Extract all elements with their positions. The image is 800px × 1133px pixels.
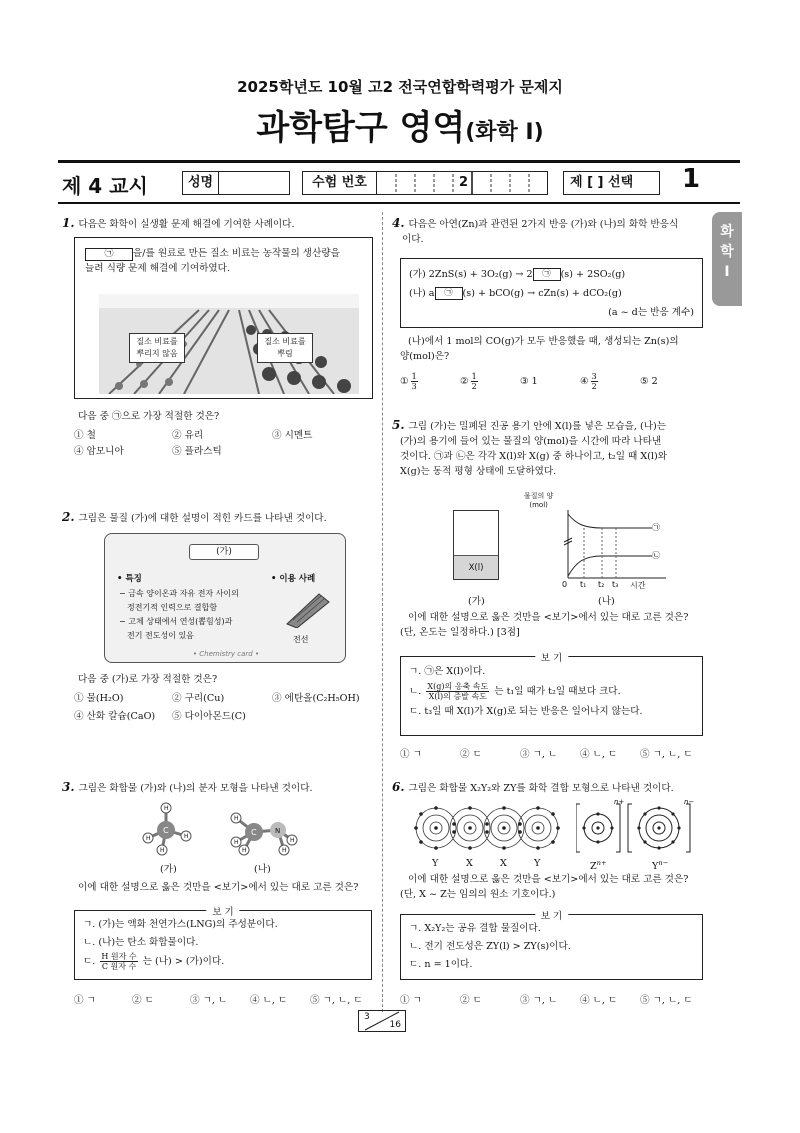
q2-card-footer: • Chemistry card • — [192, 650, 260, 658]
page-current: 3 — [364, 1012, 370, 1022]
q4-eq-b-1: (나) a — [409, 288, 435, 299]
exam-number-box — [302, 171, 548, 195]
q5-container-label: X(l) — [468, 563, 484, 573]
q6-option-5[interactable]: ⑤ ㄱ, ㄴ, ㄷ — [640, 995, 693, 1006]
q4-eq-b — [409, 284, 694, 303]
q3-number: 3. — [62, 780, 75, 794]
title-main: 과학탐구 영역 — [256, 108, 466, 148]
q5-bogi-2-prefix: ㄴ. — [409, 686, 422, 697]
q6-ionic-model — [576, 800, 696, 856]
q3-frac-den: C 원자 수 — [101, 962, 137, 971]
q5-option-4[interactable]: ④ ㄴ, ㄷ — [580, 749, 618, 760]
q5-bogi-2-fraction — [426, 682, 489, 701]
q3-methane-model — [140, 800, 210, 860]
q3-option-2[interactable]: ② ㄷ — [132, 995, 154, 1006]
exam-number-field[interactable] — [377, 172, 547, 194]
q4-frac1-num: 1 — [411, 372, 417, 381]
q4-eq-a — [409, 265, 694, 284]
svg-text:H: H — [242, 847, 247, 854]
q4-option-2[interactable] — [460, 372, 480, 391]
q6-option-3[interactable]: ③ ㄱ, ㄴ — [520, 995, 558, 1006]
q6-covalent-model — [412, 802, 562, 854]
svg-text:H: H — [282, 847, 287, 854]
q4-frac1-den: 3 — [411, 382, 417, 391]
exam-subtitle: 2025학년도 10월 고2 전국연합학력평가 문제지 — [237, 78, 563, 96]
q3-option-1[interactable]: ① ㄱ — [74, 995, 96, 1006]
q5-graph-ylabel — [524, 492, 553, 510]
q4-option-2-label: ② — [460, 376, 469, 387]
q4-eq-a-1: (가) 2ZnS(s) + 3O₂(g) → 2 — [409, 269, 533, 280]
q6-ion-z: Z — [590, 861, 597, 873]
q5-frac-den: X(l)의 증발 속도 — [428, 692, 487, 701]
q4-eq-a-blank: ㉠ — [533, 268, 561, 281]
q1-stem-text: 다음은 화학이 실생활 문제 해결에 기여한 사례이다. — [78, 219, 295, 230]
page-big-number: 1 — [682, 164, 701, 194]
q6-bogi-1: ㄱ. X₂Y₂는 공유 결합 물질이다. — [409, 923, 541, 934]
q3-option-5[interactable]: ⑤ ㄱ, ㄴ, ㄷ — [310, 995, 363, 1006]
q4-option-4[interactable] — [580, 372, 600, 391]
q5-option-2[interactable]: ② ㄷ — [460, 749, 482, 760]
q4-eq-b-blank: ㉠ — [435, 287, 463, 300]
q1-sign-left — [129, 333, 185, 363]
q5-t3: t₃ — [612, 580, 619, 589]
q5-t2: t₂ — [598, 580, 605, 589]
q6-ion-y-charge: n− — [658, 859, 669, 867]
q6-ion-z-charge: n+ — [596, 859, 607, 867]
q6-option-1[interactable]: ① ㄱ — [400, 995, 422, 1006]
q3-label-b: (나) — [254, 864, 271, 875]
q4-number: 4. — [392, 216, 405, 230]
q5-curve-b: ㉡ — [652, 551, 660, 560]
q2-option-2[interactable]: ② 구리(Cu) — [172, 693, 225, 704]
q5-stem — [392, 418, 707, 479]
q1-option-1[interactable]: ① 철 — [74, 430, 96, 441]
q5-question-2: (단, 온도는 일정하다.) [3점] — [400, 627, 520, 638]
q5-container — [453, 510, 499, 580]
q1-option-5[interactable]: ⑤ 플라스틱 — [172, 446, 222, 457]
q5-stem-1: 그림 (가)는 밀폐된 진공 용기 안에 X(l)를 넣은 모습을, (나)는 — [408, 421, 667, 432]
q1-question: 다음 중 ㉠으로 가장 적절한 것은? — [78, 411, 220, 422]
column-divider — [382, 212, 383, 1012]
svg-text:N: N — [275, 827, 281, 835]
q2-card — [104, 533, 346, 663]
q4-option-4-label: ④ — [580, 376, 589, 387]
exam-number-label: 수험 번호 — [303, 172, 377, 194]
q1-box-text — [85, 246, 370, 276]
side-tab-line3: Ⅰ — [724, 264, 730, 280]
q5-bogi-1: ㄱ. ㉠은 X(l)이다. — [409, 666, 486, 677]
q6-atom-x2: X — [500, 858, 507, 869]
q5-option-1[interactable]: ① ㄱ — [400, 749, 422, 760]
q3-methylamine-model — [222, 808, 302, 868]
q2-option-1[interactable]: ① 물(H₂O) — [74, 693, 124, 704]
q5-stem-4: X(g)는 동적 평형 상태에 도달하였다. — [400, 466, 557, 477]
q5-option-3[interactable]: ③ ㄱ, ㄴ — [520, 749, 558, 760]
q2-feature-1a: − 금속 양이온과 자유 전자 사이의 — [119, 589, 239, 598]
q3-stem-text: 그림은 화합물 (가)와 (나)의 분자 모형을 나타낸 것이다. — [78, 783, 313, 794]
q4-frac2-den: 2 — [471, 382, 477, 391]
q3-bogi-box — [74, 907, 372, 980]
q1-number: 1. — [62, 216, 75, 230]
q1-sign-right-2: 뿌림 — [277, 349, 293, 358]
q2-feature-2a: − 고체 상태에서 연성(뽑힘성)과 — [119, 617, 233, 626]
svg-text:H: H — [290, 837, 295, 844]
q4-stem — [392, 216, 707, 247]
svg-text:H: H — [234, 815, 239, 822]
q6-bogi-box — [400, 911, 703, 980]
q5-option-5[interactable]: ⑤ ㄱ, ㄴ, ㄷ — [640, 749, 693, 760]
q4-question-2: 양(mol)은? — [400, 351, 450, 362]
q5-label-b: (나) — [598, 596, 615, 607]
q6-atom-x1: X — [466, 858, 473, 869]
q5-question — [400, 610, 710, 640]
exam-title — [0, 100, 800, 149]
header-rule-top — [58, 160, 740, 163]
q2-use-head: • 이용 사례 — [271, 574, 316, 584]
q5-graph-ylabel-2: (mol) — [529, 501, 548, 509]
q5-bogi-title: 보 기 — [535, 650, 568, 664]
period-label: 제 4 교시 — [62, 174, 148, 198]
q1-figure-box — [74, 237, 373, 399]
q4-frac4-den: 2 — [591, 382, 597, 391]
q3-bogi-3-fraction — [100, 952, 137, 971]
page-total: 16 — [389, 1020, 401, 1030]
q6-ion-y: Y — [652, 861, 659, 873]
q5-origin: 0 — [562, 580, 568, 589]
q1-blank: ㉠ — [85, 248, 133, 261]
q5-stem-3: 것이다. ㉠과 ㉡은 각각 X(l)와 X(g) 중 하나이고, t₂일 때 X(l)와 — [400, 451, 667, 462]
q4-eq-note: (a ~ d는 반응 계수) — [608, 307, 694, 318]
q6-ion-y-charge-top: n− — [684, 798, 695, 806]
side-tab — [712, 212, 742, 306]
svg-text:C: C — [163, 826, 169, 835]
q2-use-caption: 전선 — [293, 635, 309, 644]
q4-eq-b-2: (s) + bCO(g) → cZn(s) + dCO₂(g) — [462, 288, 622, 299]
q2-stem-text: 그림은 물질 (가)에 대한 설명이 적힌 카드를 나타낸 것이다. — [78, 513, 327, 524]
q5-t1: t₁ — [580, 580, 587, 589]
q5-question-1: 이에 대한 설명으로 옳은 것만을 <보기>에서 있는 대로 고른 것은? — [408, 612, 689, 623]
q3-bogi-3-suffix: 는 (나) > (가)이다. — [142, 956, 225, 967]
q2-option-4[interactable]: ④ 산화 칼슘(CaO) — [74, 711, 156, 722]
title-suffix: (화학 Ⅰ) — [465, 120, 544, 145]
q3-label-a: (가) — [160, 864, 177, 875]
svg-text:H: H — [234, 839, 239, 846]
q6-option-2[interactable]: ② ㄷ — [460, 995, 482, 1006]
svg-text:H: H — [164, 805, 169, 812]
q2-feature-1b: 정전기적 인력으로 결합함 — [127, 603, 218, 612]
q6-atom-y1: Y — [432, 858, 439, 869]
q5-label-a: (가) — [468, 596, 485, 607]
svg-text:H: H — [184, 833, 189, 840]
header-rule-bottom — [58, 202, 740, 204]
page-footer — [358, 1010, 406, 1032]
q6-bogi-title: 보 기 — [535, 908, 568, 922]
q5-frac-num: X(g)의 응축 속도 — [427, 682, 489, 691]
q4-eq-a-2: (s) + 2SO₂(g) — [560, 269, 626, 280]
q1-option-2[interactable]: ② 유리 — [172, 430, 204, 441]
q4-stem-1: 다음은 아연(Zn)과 관련된 2가지 반응 (가)와 (나)의 화학 반응식 — [408, 219, 679, 230]
q5-graph-ylabel-1: 물질의 양 — [524, 492, 554, 500]
side-tab-line2: 학 — [720, 244, 734, 260]
q5-bogi-2-suffix: 는 t₁일 때가 t₂일 때보다 크다. — [494, 686, 621, 697]
q3-bogi-2: ㄴ. (나)는 탄소 화합물이다. — [83, 937, 199, 948]
q5-bogi-2 — [409, 681, 694, 703]
q6-stem — [392, 780, 707, 796]
q1-sign-left-2: 뿌리지 않음 — [136, 349, 178, 358]
q4-option-5[interactable]: ⑤ 2 — [640, 376, 658, 387]
name-field[interactable] — [219, 172, 289, 194]
choice-box: 제 [ ] 선택 — [563, 171, 660, 195]
side-tab-line1: 화 — [720, 224, 734, 240]
q2-stem — [62, 510, 372, 526]
q2-feature-head: • 특징 — [117, 574, 142, 584]
q3-bogi-3 — [83, 952, 363, 971]
q6-stem-text: 그림은 화합물 X₂Y₂와 ZY를 화학 결합 모형으로 나타낸 것이다. — [408, 783, 674, 794]
q6-question-2: (단, X ~ Z는 임의의 원소 기호이다.) — [400, 889, 556, 900]
exam-number-digit: 2 — [459, 175, 469, 190]
q3-bogi-3-prefix: ㄷ. — [83, 956, 96, 967]
q5-xlabel: 시간 — [630, 581, 646, 590]
svg-text:C: C — [251, 828, 257, 837]
svg-text:H: H — [160, 847, 165, 854]
q5-bogi-3: ㄷ. t₃일 때 X(l)가 X(g)로 되는 반응은 일어나지 않는다. — [409, 706, 643, 717]
q1-sign-right-1: 질소 비료를 — [264, 337, 306, 346]
q1-sign-left-1: 질소 비료를 — [136, 337, 178, 346]
q5-stem-2: (가)의 용기에 들어 있는 물질의 양(mol)을 시간에 따라 나타낸 — [400, 436, 662, 447]
q2-question: 다음 중 (가)로 가장 적절한 것은? — [78, 674, 218, 685]
q6-bogi-3: ㄷ. n = 1이다. — [409, 959, 473, 970]
q3-option-3[interactable]: ③ ㄱ, ㄴ — [190, 995, 228, 1006]
q2-number: 2. — [62, 510, 75, 524]
q1-option-4[interactable]: ④ 암모니아 — [74, 446, 124, 457]
q5-bogi-box — [400, 653, 703, 736]
q4-option-3[interactable]: ③ 1 — [520, 376, 538, 387]
q3-frac-num: H 원자 수 — [101, 952, 137, 961]
q4-option-1-label: ① — [400, 376, 409, 387]
q3-bogi-1: ㄱ. (가)는 액화 천연가스(LNG)의 주성분이다. — [83, 919, 278, 930]
q1-box-text-1: 을/를 원료로 만든 질소 비료는 농작물의 생산량을 — [133, 248, 340, 259]
svg-text:H: H — [146, 835, 151, 842]
q3-bogi-title: 보 기 — [206, 904, 239, 918]
wire-icon — [283, 588, 333, 628]
q6-atom-y2: Y — [534, 858, 541, 869]
q1-option-3[interactable]: ③ 시멘트 — [272, 430, 313, 441]
q3-question: 이에 대한 설명으로 옳은 것만을 <보기>에서 있는 대로 고른 것은? — [78, 882, 359, 893]
q6-ion-z-charge-top: n+ — [614, 798, 625, 806]
q2-card-title: (가) — [189, 544, 259, 560]
q2-option-3[interactable]: ③ 에탄올(C₂H₅OH) — [272, 693, 360, 704]
q4-equation-box — [400, 258, 703, 328]
q4-question-1: (나)에서 1 mol의 CO(g)가 모두 반응했을 때, 생성되는 Zn(s)의 — [408, 336, 679, 347]
name-label: 성명 — [183, 172, 219, 194]
name-box — [182, 171, 290, 195]
q1-box-text-2: 늘려 식량 문제 해결에 기여하였다. — [85, 263, 230, 274]
q4-frac4-num: 3 — [591, 372, 597, 381]
q4-frac2-num: 1 — [471, 372, 477, 381]
q4-option-1[interactable] — [400, 372, 420, 391]
q2-option-5[interactable]: ⑤ 다이아몬드(C) — [172, 711, 246, 722]
q2-feature-2b: 전기 전도성이 있음 — [127, 631, 194, 640]
q1-sign-right — [257, 333, 313, 363]
q3-option-4[interactable]: ④ ㄴ, ㄷ — [250, 995, 288, 1006]
q6-number: 6. — [392, 780, 405, 794]
q4-stem-2: 이다. — [402, 234, 424, 245]
q4-question — [400, 334, 710, 364]
q3-stem — [62, 780, 372, 796]
q6-bogi-2: ㄴ. 전기 전도성은 ZY(l) > ZY(s)이다. — [409, 941, 571, 952]
q5-curve-a: ㉠ — [652, 523, 660, 532]
q1-stem — [62, 216, 372, 232]
q6-question — [400, 872, 710, 902]
q6-option-4[interactable]: ④ ㄴ, ㄷ — [580, 995, 618, 1006]
q6-question-1: 이에 대한 설명으로 옳은 것만을 <보기>에서 있는 대로 고른 것은? — [408, 874, 689, 885]
q5-number: 5. — [392, 418, 405, 432]
